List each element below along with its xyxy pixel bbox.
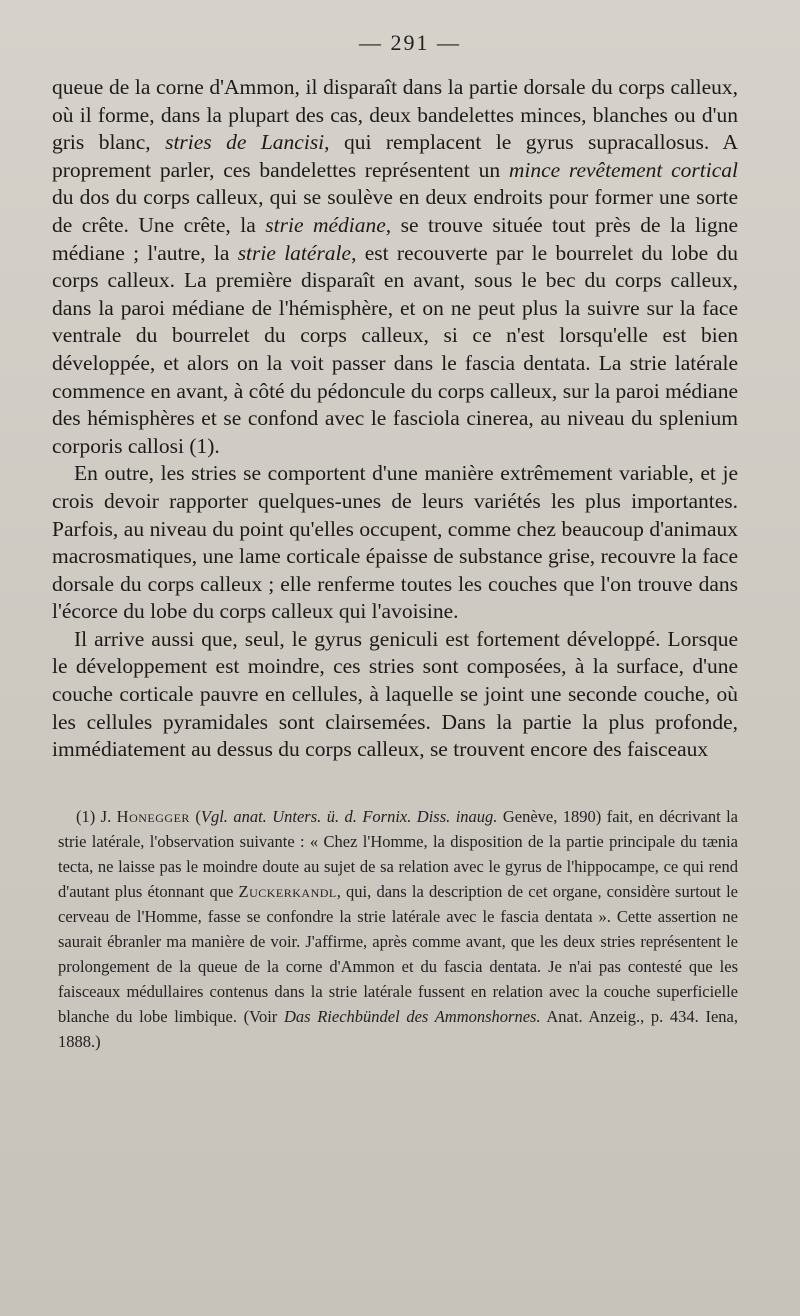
author-name: Honegger: [116, 806, 190, 826]
page-number: — 291 —: [359, 30, 461, 55]
text-run: , qui remplacent le gyrus supracallosus. A proprement parler, ces bandelettes représentent un: [52, 130, 738, 182]
author-name: Zuckerkandl: [238, 881, 337, 901]
italic-term: mince revêtement cortical: [508, 157, 738, 182]
text-run: Anat. Anzeig., p. 434. Iena, 1888.): [58, 1006, 738, 1051]
body-text: [52, 74, 738, 764]
italic-term: strie latérale: [237, 240, 352, 265]
paragraph-3: Il arrive aussi que, seul, le gyrus geniculi est fortement développé. Lorsque le développement est moindre, ces stries sont composées, à la surface, d'une couche corticale pauvre en cellules, à laquelle se joint une seconde couche, où les cellules pyramidales sont clairsemées. Dans la partie la plus profonde, immédiatement au dessus du corps calleux, se trouvent encore des faisceaux: [52, 626, 738, 762]
footnote: [52, 804, 738, 1054]
text-run: Genève, 1890) fait, en décrivant la strie latérale, l'observation suivante : « Chez l'Homme, la disposition de la partie principale du tænia tecta, ne laisse pas le moindre doute au sujet de sa relation avec le gyrus de l'hippocampe, ce qui rend d'autant plus étonnant que: [58, 806, 739, 901]
footnote-marker: (1) J.: [76, 806, 117, 826]
text-run: , se trouve située tout près de la ligne médiane ; l'autre, la: [52, 212, 738, 265]
paragraph-1: [52, 74, 738, 460]
citation-title: Vgl. anat. Unters. ü. d. Fornix. Diss. inaug.: [200, 806, 498, 826]
italic-term: stries de Lancisi: [165, 130, 325, 155]
text-run: (: [189, 806, 201, 826]
paragraph-2: En outre, les stries se comportent d'une manière extrêmement variable, et je crois devoir rapporter quelques-unes de leurs variétés les plus importantes. Parfois, au niveau du point qu'elles occupent, comme chez beaucoup d'animaux macrosmatiques, une lame corticale épaisse de substance grise, recouvre la face dorsale du corps calleux ; elle renferme toutes les couches que l'on trouve dans l'écorce du lobe du corps calleux qui l'avoisine.: [52, 461, 738, 624]
citation-title: Das Riechbündel des Ammonshornes.: [283, 1006, 541, 1026]
italic-term: strie médiane: [265, 212, 386, 237]
text-run: queue de la corne d'Ammon, il disparaît dans la partie dorsale du corps calleux, où il forme, dans la plupart des cas, deux bandelettes minces, blanches ou d'un gris blanc,: [52, 75, 738, 155]
text-run: du dos du corps calleux, qui se soulève en deux endroits pour former une sorte de crête. Une crête, la: [52, 185, 738, 237]
footnote-1: [58, 804, 738, 1054]
text-run: , est recouverte par le bourrelet du lobe du corps calleux. La première disparaît en avant, sous le bec du corps calleux, dans la paroi médiane de l'hémisphère, et on ne peut plus la suivre sur la face ventrale du bourrelet du corps calleux, si ce n'est lorsqu'elle est bien développée, et alors on la voit passer dans le fascia dentata. La strie latérale commence en avant, à côté du pédoncule du corps calleux, sur la paroi médiane des hémisphères et se confond avec le fasciola cinerea, au niveau du splenium corporis callosi (1).: [52, 240, 738, 458]
text-run: , qui, dans la description de cet organe, considère surtout le cerveau de l'Homme, fasse se confondre la strie latérale avec le fascia dentata ». Cette assertion ne saurait ébranler ma manière de voir. J'affirme, après comme avant, que les deux stries représentent le prolongement de la queue de la corne d'Ammon et du fascia dentata. Je n'ai pas contesté que les faisceaux médullaires contenus dans la strie latérale fussent en relation avec la couche superficielle blanche du lobe limbique. (Voir: [58, 881, 738, 1026]
